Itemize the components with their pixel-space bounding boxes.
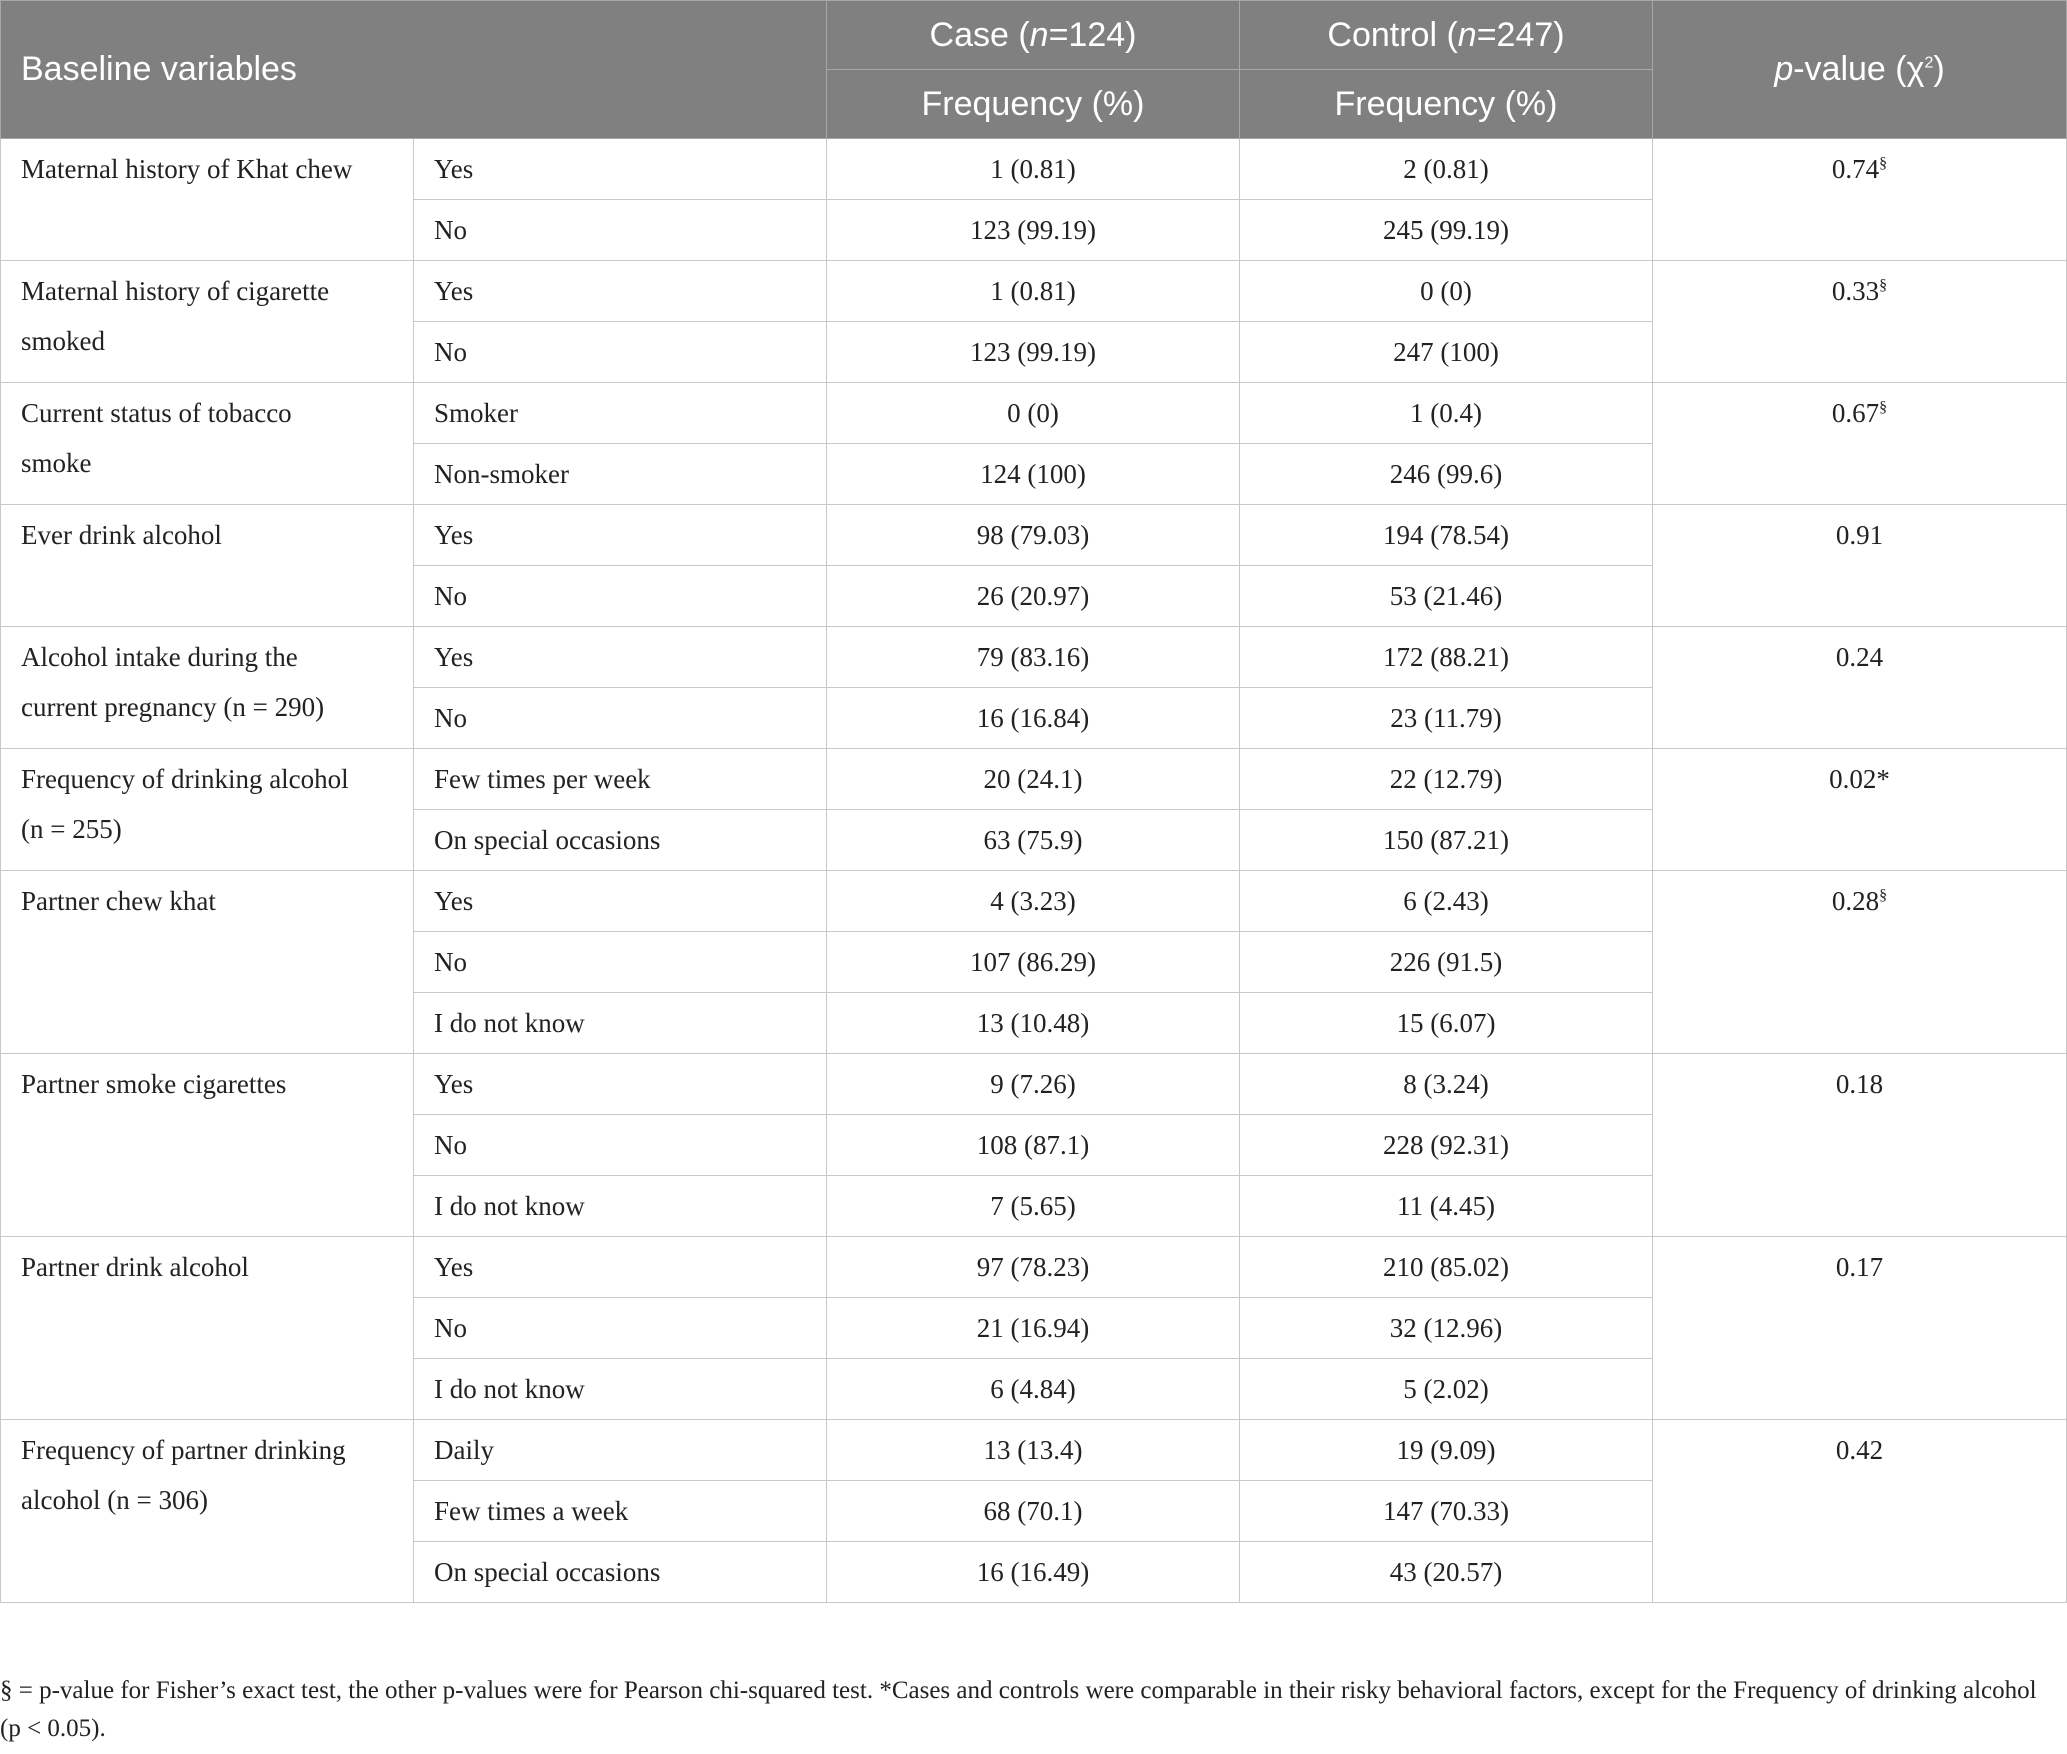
header-case: Case (n=124): [827, 1, 1240, 70]
p-value: 0.02*: [1829, 764, 1890, 794]
category-cell: On special occasions: [414, 1542, 827, 1603]
category-cell: Non-smoker: [414, 444, 827, 505]
p-value-cell: [1653, 261, 2067, 383]
variable-label: Ever drink alcohol: [21, 520, 222, 550]
case-frequency-cell: 107 (86.29): [827, 932, 1240, 993]
case-frequency-cell: 21 (16.94): [827, 1298, 1240, 1359]
p-value-cell: [1653, 505, 2067, 627]
control-frequency-cell: 5 (2.02): [1240, 1359, 1653, 1420]
case-frequency-cell: 16 (16.84): [827, 688, 1240, 749]
case-frequency-cell: 16 (16.49): [827, 1542, 1240, 1603]
case-frequency-cell: 63 (75.9): [827, 810, 1240, 871]
p-value-cell: [1653, 1054, 2067, 1237]
variable-cell: [1, 1054, 414, 1237]
variable-label-continued: smoked: [21, 326, 105, 356]
case-frequency-cell: 4 (3.23): [827, 871, 1240, 932]
table-row: [1, 1420, 2067, 1481]
control-frequency-cell: 228 (92.31): [1240, 1115, 1653, 1176]
category-cell: No: [414, 1298, 827, 1359]
category-cell: No: [414, 322, 827, 383]
variable-label: Current status of tobacco: [21, 398, 292, 428]
category-cell: Yes: [414, 627, 827, 688]
table-row: [1, 139, 2067, 200]
variable-label: Partner drink alcohol: [21, 1252, 249, 1282]
control-frequency-cell: 2 (0.81): [1240, 139, 1653, 200]
category-cell: Yes: [414, 1054, 827, 1115]
variable-label-continued: alcohol (n = 306): [21, 1485, 208, 1515]
p-value-cell: [1653, 139, 2067, 261]
control-frequency-cell: 246 (99.6): [1240, 444, 1653, 505]
case-frequency-cell: 123 (99.19): [827, 322, 1240, 383]
control-frequency-cell: 150 (87.21): [1240, 810, 1653, 871]
category-cell: Yes: [414, 1237, 827, 1298]
case-frequency-cell: 7 (5.65): [827, 1176, 1240, 1237]
variable-cell: [1, 383, 414, 505]
fisher-test-mark: §: [1879, 155, 1888, 172]
category-cell: Few times a week: [414, 1481, 827, 1542]
p-value: 0.18: [1835, 1069, 1884, 1099]
case-frequency-cell: 13 (10.48): [827, 993, 1240, 1054]
p-value: 0.24: [1835, 642, 1884, 672]
case-frequency-cell: 124 (100): [827, 444, 1240, 505]
variable-cell: [1, 871, 414, 1054]
variable-cell: [1, 261, 414, 383]
control-frequency-cell: 172 (88.21): [1240, 627, 1653, 688]
variable-cell: [1, 139, 414, 261]
control-frequency-cell: 0 (0): [1240, 261, 1653, 322]
category-cell: No: [414, 566, 827, 627]
variable-label: Maternal history of Khat chew: [21, 154, 353, 184]
p-value: 0.74: [1831, 154, 1880, 184]
case-frequency-cell: 68 (70.1): [827, 1481, 1240, 1542]
table-row: [1, 383, 2067, 444]
variable-label: Partner smoke cigarettes: [21, 1069, 287, 1099]
variable-label: Frequency of drinking alcohol: [21, 764, 349, 794]
category-cell: Yes: [414, 871, 827, 932]
p-value-cell: [1653, 1420, 2067, 1603]
header-case-frequency: Frequency (%): [827, 70, 1240, 139]
control-frequency-cell: 53 (21.46): [1240, 566, 1653, 627]
category-cell: Yes: [414, 505, 827, 566]
fisher-test-mark: §: [1879, 399, 1888, 416]
control-frequency-cell: 22 (12.79): [1240, 749, 1653, 810]
table-row: [1, 1237, 2067, 1298]
p-value-cell: [1653, 627, 2067, 749]
p-value: 0.28: [1831, 886, 1880, 916]
control-frequency-cell: 194 (78.54): [1240, 505, 1653, 566]
variable-cell: [1, 505, 414, 627]
variable-label-continued: current pregnancy (n = 290): [21, 692, 325, 722]
header-control: Control (n=247): [1240, 1, 1653, 70]
header-control-frequency: Frequency (%): [1240, 70, 1653, 139]
case-frequency-cell: 1 (0.81): [827, 261, 1240, 322]
control-frequency-cell: 247 (100): [1240, 322, 1653, 383]
category-cell: I do not know: [414, 993, 827, 1054]
control-frequency-cell: 15 (6.07): [1240, 993, 1653, 1054]
category-cell: No: [414, 1115, 827, 1176]
fisher-test-mark: §: [1879, 887, 1888, 904]
variable-cell: [1, 1420, 414, 1603]
table-row: [1, 749, 2067, 810]
category-cell: No: [414, 200, 827, 261]
case-frequency-cell: 98 (79.03): [827, 505, 1240, 566]
case-frequency-cell: 97 (78.23): [827, 1237, 1240, 1298]
variable-label: Frequency of partner drinking: [21, 1435, 346, 1465]
control-frequency-cell: 23 (11.79): [1240, 688, 1653, 749]
variable-cell: [1, 627, 414, 749]
control-frequency-cell: 11 (4.45): [1240, 1176, 1653, 1237]
p-value: 0.67: [1831, 398, 1880, 428]
case-frequency-cell: 79 (83.16): [827, 627, 1240, 688]
case-frequency-cell: 6 (4.84): [827, 1359, 1240, 1420]
category-cell: I do not know: [414, 1359, 827, 1420]
header-baseline-variables: Baseline variables: [1, 1, 827, 139]
variable-label: Partner chew khat: [21, 886, 216, 916]
p-value-cell: [1653, 871, 2067, 1054]
p-value-cell: [1653, 1237, 2067, 1420]
fisher-test-mark: §: [1879, 277, 1888, 294]
category-cell: No: [414, 688, 827, 749]
control-frequency-cell: 226 (91.5): [1240, 932, 1653, 993]
case-frequency-cell: 108 (87.1): [827, 1115, 1240, 1176]
variable-label: Maternal history of cigarette: [21, 276, 330, 306]
p-value: 0.91: [1835, 520, 1884, 550]
p-value: 0.33: [1831, 276, 1880, 306]
category-cell: Smoker: [414, 383, 827, 444]
category-cell: Yes: [414, 139, 827, 200]
case-frequency-cell: 0 (0): [827, 383, 1240, 444]
category-cell: Daily: [414, 1420, 827, 1481]
table-row: [1, 1054, 2067, 1115]
case-frequency-cell: 9 (7.26): [827, 1054, 1240, 1115]
p-value: 0.17: [1835, 1252, 1884, 1282]
control-frequency-cell: 245 (99.19): [1240, 200, 1653, 261]
variable-label-continued: (n = 255): [21, 814, 122, 844]
table-footnote: § = p-value for Fisher’s exact test, the other p-values were for Pearson chi-squared test. *Cases and controls were comparable in their risky behavioral factors, except for the Frequency of drinking alcohol (p < 0.05).: [0, 1677, 2037, 1742]
table-row: [1, 261, 2067, 322]
control-frequency-cell: 210 (85.02): [1240, 1237, 1653, 1298]
variable-cell: [1, 749, 414, 871]
table-body: [1, 139, 2067, 1603]
case-frequency-cell: 123 (99.19): [827, 200, 1240, 261]
control-frequency-cell: 147 (70.33): [1240, 1481, 1653, 1542]
control-frequency-cell: 8 (3.24): [1240, 1054, 1653, 1115]
control-frequency-cell: 32 (12.96): [1240, 1298, 1653, 1359]
category-cell: I do not know: [414, 1176, 827, 1237]
p-value-cell: [1653, 383, 2067, 505]
category-cell: No: [414, 932, 827, 993]
category-cell: Yes: [414, 261, 827, 322]
variable-label: Alcohol intake during the: [21, 642, 298, 672]
header-p-value: p-value $(\chi^2)$: [1653, 1, 2067, 139]
table-row: [1, 627, 2067, 688]
variable-cell: [1, 1237, 414, 1420]
case-frequency-cell: 1 (0.81): [827, 139, 1240, 200]
category-cell: On special occasions: [414, 810, 827, 871]
category-cell: Few times per week: [414, 749, 827, 810]
control-frequency-cell: 43 (20.57): [1240, 1542, 1653, 1603]
table-row: [1, 871, 2067, 932]
control-frequency-cell: 6 (2.43): [1240, 871, 1653, 932]
case-frequency-cell: 20 (24.1): [827, 749, 1240, 810]
table-header: [1, 1, 2067, 139]
p-value: 0.42: [1835, 1435, 1884, 1465]
control-frequency-cell: 19 (9.09): [1240, 1420, 1653, 1481]
p-value-cell: [1653, 749, 2067, 871]
control-frequency-cell: 1 (0.4): [1240, 383, 1653, 444]
case-frequency-cell: 26 (20.97): [827, 566, 1240, 627]
case-frequency-cell: 13 (13.4): [827, 1420, 1240, 1481]
table-row: [1, 505, 2067, 566]
variable-label-continued: smoke: [21, 448, 92, 478]
